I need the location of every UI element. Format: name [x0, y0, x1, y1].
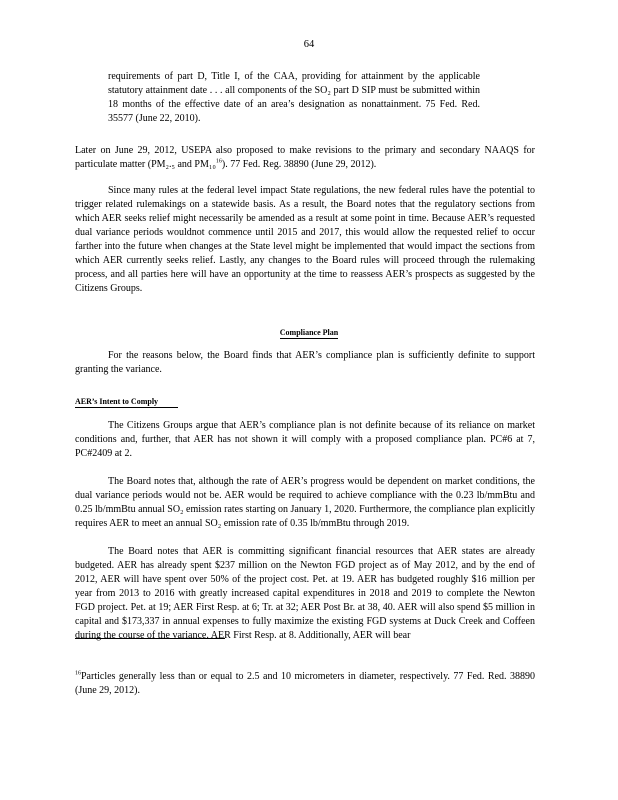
subsection-heading-text: AER’s Intent to Comply — [75, 397, 178, 408]
paragraph-board-notes-rate: The Board notes that, although the rate of AER’s progress would be dependent on market conditions, the dual variance periods would not be. AER would be required to achieve compliance with the 0.23 lb/mmBtu and 0.25 lb/mmBtu annual SO₂ emission rates starting on January 1, 2020. Furthermore, the compliance plan explicitly requires AER to meet an annual SO₂ emission rate of 0.35 lb/mmBtu through 2019. — [75, 476, 535, 529]
section-heading-text: Compliance Plan — [279, 328, 339, 337]
paragraph-federal-rules: Since many rules at the federal level impact State regulations, the new federal rules have the potential to trigger related rulemakings on a statewide basis. As a result, the Board notes that the regulatory sections from which AER seeks relief might necessarily be amended as a result at some point in time. Because AER’s requested dual variance periods wouldnot commence until 2015 and 2017, this would allow the requested relief to occur farther into the future when changes at the State level might be implemented that would impact the sections from which AER currently seeks relief. Lastly, any changes to the Board rules will proceed through the rulemaking process, and all parties here will have an opportunity at the time to reassess AER’s prospects as suggested by the Citizens Groups. — [75, 185, 535, 294]
footnote-separator — [75, 638, 225, 639]
footnote-text: Particles generally less than or equal to 2.5 and 10 micrometers in diameter, respectively. 77 Fed. Red. 38890 (June 29, 2012). — [75, 671, 535, 696]
section-heading — [0, 326, 618, 340]
paragraph-citizens-groups: The Citizens Groups argue that AER’s compliance plan is not definite because of its reliance on market conditions and, further, that AER has not shown it will comply with a proposed compliance plan. PC#6 at 7, PC#2409 at 2. — [75, 420, 535, 459]
footnote-number: 16 — [75, 670, 81, 677]
page-number: 64 — [303, 39, 315, 50]
paragraph-findings: For the reasons below, the Board finds that AER’s compliance plan is sufficiently definite to support granting the variance. — [75, 350, 535, 375]
footnote-reference: 16 — [215, 158, 222, 165]
paragraph-usepa-proposal — [75, 144, 535, 172]
paragraph-usepa-text-a: Later on June 29, 2012, USEPA also proposed to make revisions to the primary and secondary NAAQS for particulate matter (PM₂.₅ and PM₁₀ — [75, 145, 535, 170]
paragraph-usepa-text-b: ). 77 Fed. Reg. 38890 (June 29, 2012). — [221, 159, 377, 170]
paragraph-financial-resources: The Board notes that AER is committing significant financial resources that AER states are already budgeted. AER has already spent $237 million on the Newton FGD project as of May 2012, and by the end of 2012, AER will have spent over 50% of the project cost. Pet. at 19. AER has budgeted roughly $16 million per year from 2013 to 2016 with greatly increased capital expenditures in 2018 and 2019 to complete the Newton FGD project. Pet. at 19; AER First Resp. at 6; Tr. at 32; AER Post Br. at 38, 40. AER will also spend $5 million in capital and $173,337 in annual expenses to fully maximize the existing FGD systems at Duck Creek and Coffeen during the course of the variance. AER First Resp. at 8. Additionally, AER will bear — [75, 546, 535, 641]
footnote — [75, 670, 535, 698]
subsection-heading — [75, 395, 178, 409]
block-quote: requirements of part D, Title I, of the CAA, providing for attainment by the applicable statutory attainment date . . . all components of the SO₂ part D SIP must be submitted within 18 months of the effective date of an area’s designation as nonattainment. 75 Fed. Red. 35577 (June 22, 2010). — [108, 71, 480, 124]
